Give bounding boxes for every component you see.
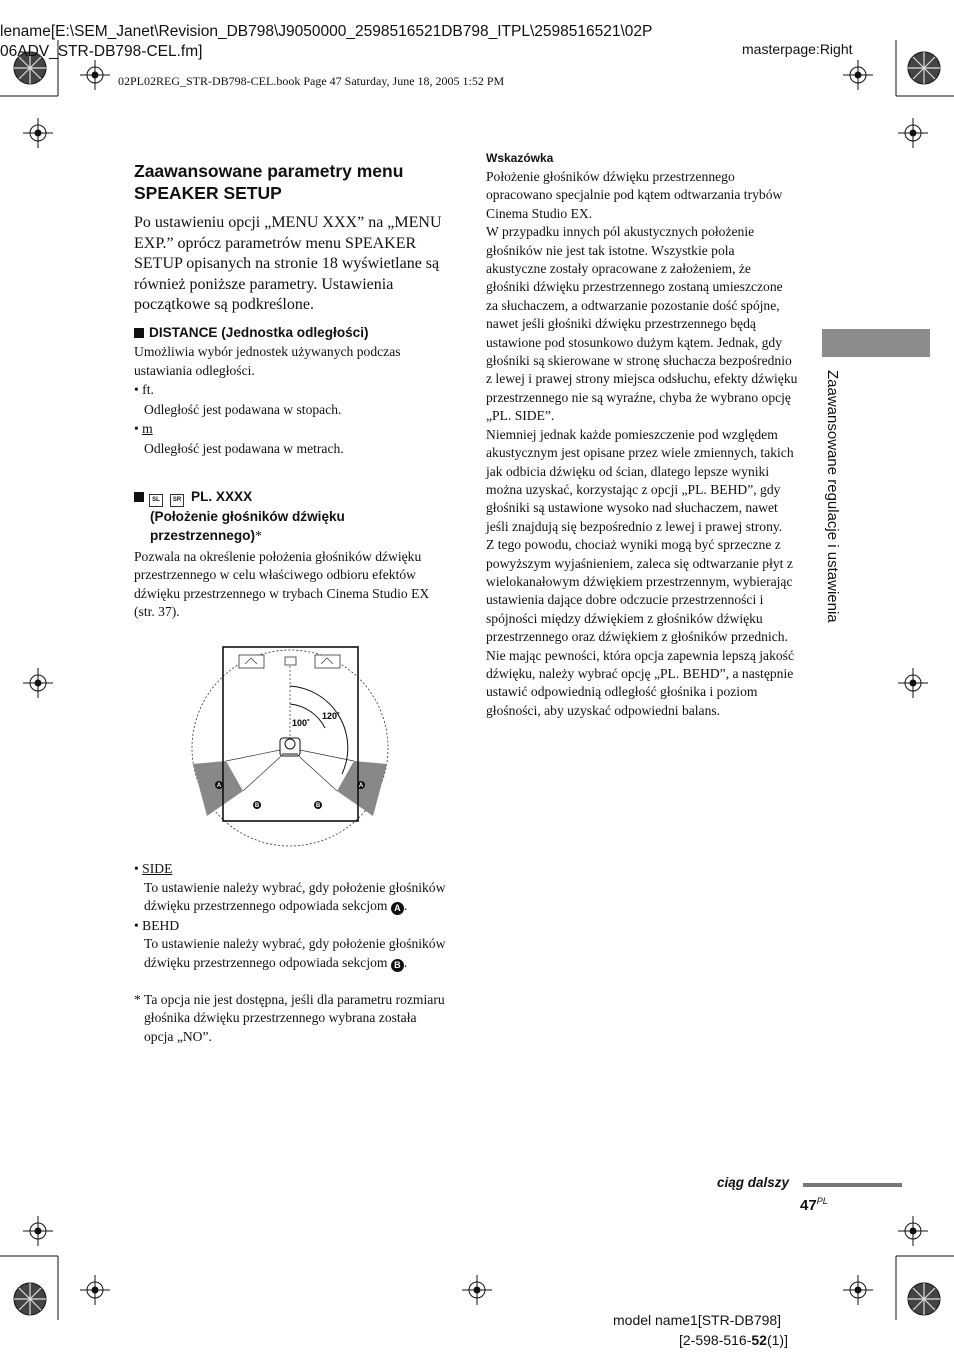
distance-heading: DISTANCE (Jednostka odległości) xyxy=(134,323,448,343)
file-header-line1: lename[E:\SEM_Janet\Revision_DB798\J9050000_2598516521DB798_ITPL\2598516521\02P xyxy=(0,23,653,40)
right-column xyxy=(486,150,798,720)
hint-paragraph-2: W przypadku innych pól akustycznych położenie głośników nie jest tak istotne. Wszystkie pola akustyczne zostały opracowane z założeniem, że głośniki dźwięku przestrzennego zostaną umieszczone za słuchaczem, a odtwarzanie pozostanie dość spójne, nawet jeśli głośniki dźwięku przestrzennego będą ustawione pod stosunkowo dużym kątem. Jednak, gdy głośniki są skierowane w stronę słuchacza bezpośrednio z lewej i prawej strony miejsca odsłuchu, efekty dźwięku przestrzennego nie są wyraźne, chyba że wybrano opcję „PL. SIDE”. xyxy=(486,224,798,424)
masterpage-label: masterpage:Right xyxy=(742,41,853,57)
file-header-line2: 06ADV_STR-DB798-CEL.fm] xyxy=(0,43,203,60)
section-side-label: Zaawansowane regulacje i ustawienia xyxy=(824,370,841,623)
angle-label-100: 100˚ xyxy=(292,718,311,728)
zone-b-right-marker: B xyxy=(315,803,321,809)
marker-a-icon: A xyxy=(391,902,404,915)
hint-title: Wskazówka xyxy=(486,151,554,165)
distance-description: Umożliwia wybór jednostek używanych podczas ustawiania odległości. xyxy=(134,344,401,378)
option-behd-desc: To ustawienie należy wybrać, gdy położenie głośników dźwięku przestrzennego odpowiada sekcjom B . xyxy=(144,936,446,970)
model-code-line: [2-598-516-52(1)] xyxy=(679,1332,788,1348)
front-left-speaker-icon xyxy=(239,655,264,668)
marker-b-icon: B xyxy=(391,959,404,972)
hint-paragraph-1: Położenie głośników dźwięku przestrzennego opracowano specjalnie pod kątem odtwarzania trybów Cinema Studio EX. xyxy=(486,169,783,221)
distance-option-m-desc: Odległość jest podawana w metrach. xyxy=(144,440,344,456)
zone-a-right-marker: A xyxy=(358,783,364,789)
hint-paragraph-4: Z tego powodu, chociaż wyniki mogą być sprzeczne z powyższym wyjaśnieniem, zaleca się odtwarzanie płyt z wielokanałowym dźwiękiem przestrzennym, wybierając ustawienia dające dobre odczucie przestrzenności i spójności między dźwiękiem z głośników dźwięku przestrzennego oraz dźwiękiem z głośników przednich. Nie mając pewności, która opcja zapewnia lepszą jakość dźwięku, należy wybrać opcję „PL. BEHD”, a następnie ustawić odpowiednią odległość głośnika i poziom głośności, aby uzyskać odpowiedni balans. xyxy=(486,537,794,718)
distance-option-ft: • ft. xyxy=(134,382,154,398)
square-bullet-icon xyxy=(134,328,144,338)
rosette-top-right xyxy=(908,52,940,84)
intro-paragraph: Po ustawieniu opcji „MENU XXX” na „MENU EXP.” oprócz parametrów menu SPEAKER SETUP opisanych na stronie 18 wyświetlane są również poniższe parametry. Ustawienia początkowe są podkreślone. xyxy=(134,214,442,313)
center-speaker-icon xyxy=(285,657,296,665)
option-side-desc: To ustawienie należy wybrać, gdy położenie głośników dźwięku przestrzennego odpowiada sekcjom A . xyxy=(144,879,446,914)
continued-bar xyxy=(803,1183,902,1187)
book-info-line: 02PL02REG_STR-DB798-CEL.book Page 47 Saturday, June 18, 2005 1:52 PM xyxy=(118,74,505,88)
speaker-position-diagram xyxy=(190,646,390,854)
footnote: * Ta opcja nie jest dostępna, jeśli dla parametru rozmiaru głośnika dźwięku przestrzennego wybrana została opcja „NO”. xyxy=(134,991,445,1044)
angle-label-120: 120˚ xyxy=(322,711,341,721)
plxxxx-description: Pozwala na określenie położenia głośników dźwięku przestrzennego w celu właściwego odbioru efektów dźwięku przestrzennego w trybach Cinema Studio EX (str. 37). xyxy=(134,548,430,620)
model-name-line: model name1[STR-DB798] xyxy=(613,1312,782,1328)
page-number: $47^{PL}$ xyxy=(800,1196,828,1214)
rosette-bottom-left xyxy=(14,1283,46,1315)
option-behd: • BEHD xyxy=(134,917,180,933)
placement-options xyxy=(134,860,448,1046)
zone-a-left-marker: A xyxy=(216,783,222,789)
file-header xyxy=(0,22,652,62)
continued-label: ciąg dalszy xyxy=(717,1175,790,1190)
distance-option-ft-desc: Odległość jest podawana w stopach. xyxy=(144,401,342,417)
listener-icon xyxy=(280,738,300,756)
plxxxx-heading: SL SR PL. XXXX (Położenie głośników dźwięku przestrzennego)* xyxy=(134,487,448,546)
square-bullet-icon xyxy=(134,492,144,502)
hint-paragraph-3: Niemniej jednak każde pomieszczenie pod względem akustycznym jest opisane przez wiele zmiennych, takich jak odbicia dźwięku od ścian, dlatego lepsze wyniki można uzyskać, korzystając z opcji „PL. BEHD”, gdy głośniki są ustawione wysoko nad słuchaczem, nawet jeśli znajdują się bezpośrednio z lewej i prawej strony. xyxy=(486,426,794,534)
distance-option-m: • m xyxy=(134,421,153,437)
sr-speaker-icon: SR xyxy=(170,494,184,507)
room-outline xyxy=(223,647,358,821)
option-side: • SIDE xyxy=(134,861,173,876)
angle-arc-120 xyxy=(290,686,348,774)
section-tab-bar xyxy=(822,329,930,357)
zone-b-left-marker: B xyxy=(254,803,260,809)
sl-speaker-icon: SL xyxy=(149,494,163,507)
page-title: Zaawansowane parametry menu SPEAKER SETUP xyxy=(134,161,404,203)
left-column xyxy=(134,160,448,622)
front-right-speaker-icon xyxy=(315,655,340,668)
rosette-bottom-right xyxy=(908,1283,940,1315)
plxxxx-heading-sub: (Położenie głośników dźwięku przestrzennego)* xyxy=(150,508,345,544)
